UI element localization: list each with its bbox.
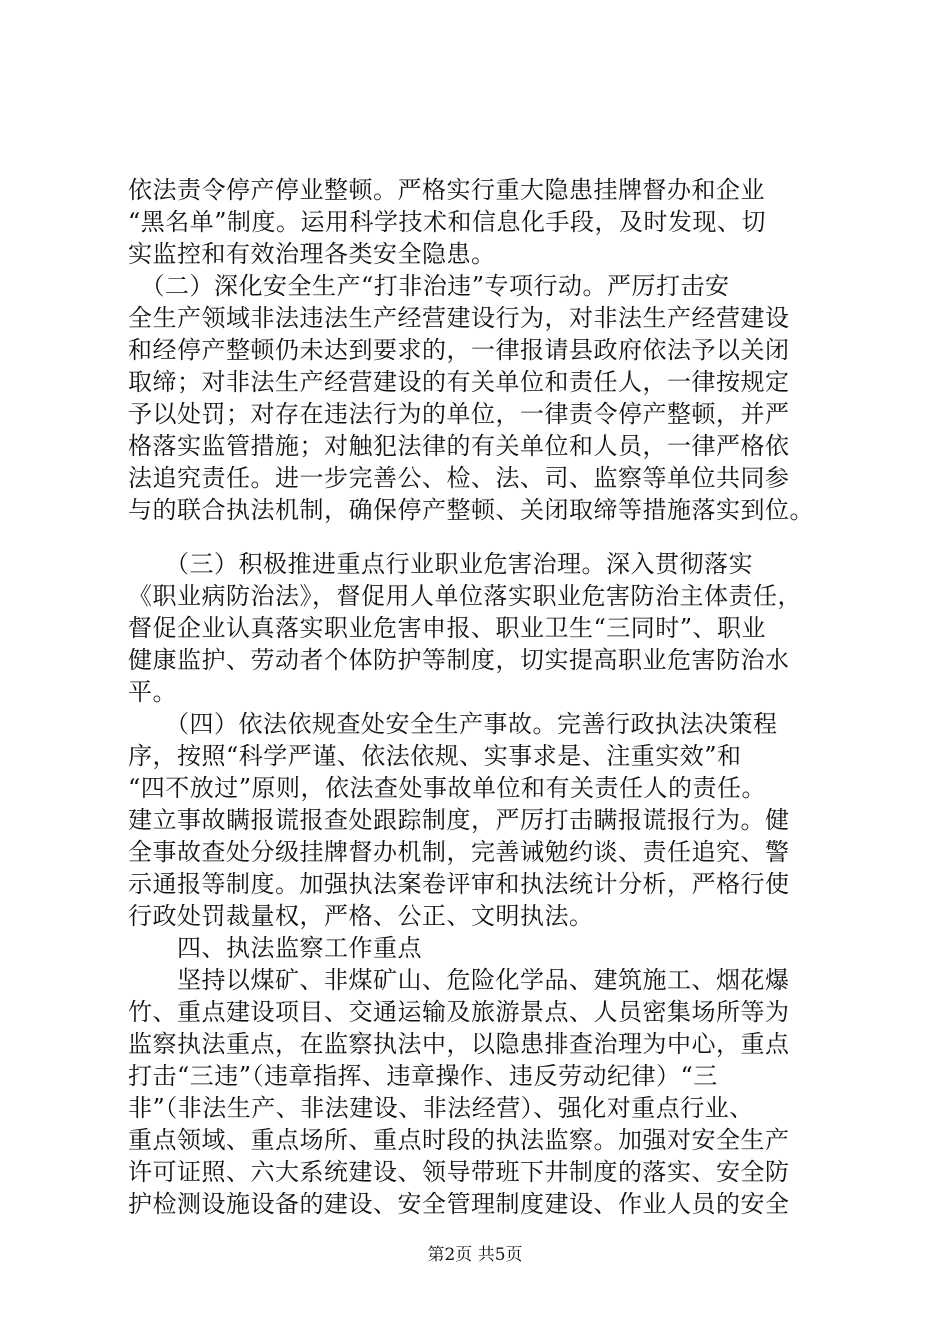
page-number: 第2页 共5页: [427, 1245, 523, 1265]
text-line: 全生产领域非法违法生产经营建设行为，对非法生产经营建设: [128, 304, 790, 332]
text-line: 竹、重点建设项目、交通运输及旅游景点、人员密集场所等为: [128, 998, 790, 1026]
text-line: 法追究责任。进一步完善公、检、法、司、监察等单位共同参: [128, 464, 790, 492]
text-line: 非”（非法生产、非法建设、非法经营）、强化对重点行业、: [128, 1094, 754, 1122]
text-line: 打击“三违”（违章指挥、违章操作、违反劳动纪律）“三: [128, 1062, 718, 1090]
text-line: 依法责令停产停业整顿。严格实行重大隐患挂牌督办和企业: [128, 176, 765, 204]
text-line: 护检测设施设备的建设、安全管理制度建设、作业人员的安全: [128, 1190, 790, 1218]
text-line: （三）积极推进重点行业职业危害治理。深入贯彻落实: [128, 550, 753, 578]
text-line: （二）深化安全生产“打非治违”专项行动。严厉打击安: [128, 272, 730, 300]
text-line: “四不放过”原则，依法查处事故单位和有关责任人的责任。: [128, 774, 767, 802]
text-line: 建立事故瞒报谎报查处跟踪制度，严厉打击瞒报谎报行为。健: [128, 806, 790, 834]
text-line: “黑名单”制度。运用科学技术和信息化手段，及时发现、切: [128, 208, 767, 236]
text-line: 格落实监管措施；对触犯法律的有关单位和人员，一律严格依: [128, 432, 790, 460]
text-line: （四）依法依规查处安全生产事故。完善行政执法决策程: [128, 710, 778, 738]
text-line: 取缔；对非法生产经营建设的有关单位和责任人，一律按规定: [128, 368, 790, 396]
text-line: 许可证照、六大系统建设、领导带班下井制度的落实、安全防: [128, 1158, 790, 1186]
text-line: 督促企业认真落实职业危害申报、职业卫生“三同时”、职业: [128, 614, 767, 642]
text-line: 实监控和有效治理各类安全隐患。: [128, 240, 496, 268]
text-line: 序，按照“科学严谨、依法依规、实事求是、注重实效”和: [128, 742, 742, 770]
section-heading: 四、执法监察工作重点: [128, 934, 422, 962]
text-line: 行政处罚裁量权，严格、公正、文明执法。: [128, 902, 594, 930]
text-line: 予以处罚；对存在违法行为的单位，一律责令停产整顿，并严: [128, 400, 790, 428]
text-line: 示通报等制度。加强执法案卷评审和执法统计分析，严格行使: [128, 870, 790, 898]
text-line: 坚持以煤矿、非煤矿山、危险化学品、建筑施工、烟花爆: [128, 966, 790, 994]
text-line: 重点领域、重点场所、重点时段的执法监察。加强对安全生产: [128, 1126, 790, 1154]
text-line: 和经停产整顿仍未达到要求的，一律报请县政府依法予以关闭: [128, 336, 790, 364]
text-line: 平。: [128, 678, 177, 706]
text-line: 《职业病防治法》，督促用人单位落实职业危害防治主体责任，: [128, 582, 802, 610]
text-line: 与的联合执法机制，确保停产整顿、关闭取缔等措施落实到位。: [128, 496, 814, 524]
text-line: 全事故查处分级挂牌督办机制，完善诫勉约谈、责任追究、警: [128, 838, 790, 866]
text-line: 健康监护、劳动者个体防护等制度，切实提高职业危害防治水: [128, 646, 790, 674]
text-line: 监察执法重点，在监察执法中，以隐患排查治理为中心，重点: [128, 1030, 790, 1058]
